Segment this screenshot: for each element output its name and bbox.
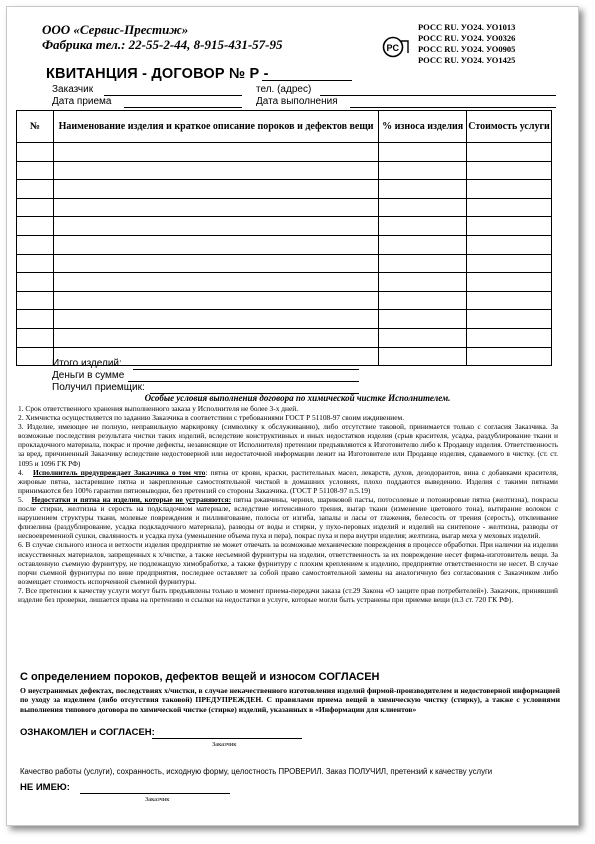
column-service-cost: Стоимость услуги xyxy=(467,111,552,143)
rules-title: Особые условия выполнения договора по химической чистке Исполнителем. xyxy=(144,393,451,403)
total-items-label: Итого изделий: xyxy=(52,358,122,369)
acknowledged-label: ОЗНАКОМЛЕН и СОГЛАСЕН: xyxy=(20,727,155,738)
customer-signature-field-2[interactable] xyxy=(80,793,230,794)
no-claims-label: НЕ ИМЕЮ: xyxy=(20,782,70,793)
rule-2: 2. Химчистка осуществляется по заданию Заказчика в соответствии с требованиями ГОСТ Р 51108-97 своим иждивением. xyxy=(18,413,405,423)
done-date-field[interactable] xyxy=(350,107,556,108)
certificate-list xyxy=(418,22,515,66)
customer-signature-caption: Заказчик xyxy=(212,741,237,748)
accept-date-label: Дата приема xyxy=(52,96,112,107)
phone-address-field[interactable] xyxy=(320,95,556,96)
agreement-warning: О неустранимых дефектах, последствиях х/чистки, в случае некачественного изготовления изделий фирмой-производителем и недостоверной информацией по уходу за изделием (либо отсутствия таковой) ПРЕДУПРЕЖДЕН. С правилами приема вещей в химическую чистку (стирку), а также с условиями выполнения типового договора по химической чистке (стирке) изделий, указанных в «Информации для клиентов» xyxy=(20,686,560,714)
column-number: № xyxy=(17,111,54,143)
table-row xyxy=(17,235,552,254)
contract-number-field[interactable] xyxy=(262,80,352,81)
customer-signature-field[interactable] xyxy=(152,738,302,739)
money-sum-field[interactable] xyxy=(128,381,359,382)
rule-1: 1. Срок ответственного хранения выполненного заказа у Исполнителя не более 3-х дней. xyxy=(18,404,299,413)
rules-list xyxy=(18,404,558,604)
rule-4: 4. Исполнитель предупреждает Заказчика о том что: пятна от крови, краски, растительных масел, лекарств, духов, дезодорантов, вина с добавками красителя, жировые пятна, застаревшие пятна и закрепленные самостоятельной чисткой в домашних условиях, плохо поддаются выведению. Изделия с такими пятнами принимаются без 100% гарантии пятновыводки, без претензий со стороны Заказчика. (ГОСТ Р 51108-97 п.5.19) xyxy=(18,467,559,495)
table-row xyxy=(17,254,552,273)
column-wear-percent: % износа изделия xyxy=(379,111,467,143)
rule-5: 5. Недостатки и пятна на изделии, которые не устраняются: пятна ржавчины, чернил, шариковой пасты, потосолевые и потожировые пятна (желтизна), покрасы после стирки, желтизна и серость на подкладочном материале, вследствие интенсивного трения, выгар ткани (изменение цветового тона), вытирание волокон с нарушением структуры ткани, молевые повреждения и пиллингование, полосы от изгиба, запалы и ласы от глажения, белесость от трения (серость), отклеивание флизелина (раздублирование, усадка подкладочного материала), разводы от воды и стирки, у пухо-перовых изделий и изделий на синтепоне - желтизна, разводы от несвоевременной сушки, свалянность и усадка пуха (уменьшение объема пуха и пера), покрас пуха и пера внутри изделия; желтизна, выгар меха у меховых изделий. xyxy=(18,494,558,541)
table-row xyxy=(17,291,552,310)
table-row xyxy=(17,198,552,217)
rule-3: 3. Изделие, имеющее не полную, неправильную маркировку (символику к обслуживанию), либо отсутствие таковой, принимается только с согласия Заказчика. За возможные последствия результата чистки таких изделий, вследствие конструктивных и иных недостатков изделия (срыв красителя, усадка, раздублирование ткани и прокладочного материала, покрас и прочие дефекты, независящие от Исполнителя) претензии предъявляются к Изготовителю либо к Продавцу изделия. Ответственность за вред, причиненный Заказчику вследствие недостоверной или недостаточной информации лежит на Изготовителе или Продавце изделия, сдаваемого в чистку. (ст. ст. 1095 и 1096 ГК РФ) xyxy=(18,422,558,468)
items-table xyxy=(16,110,552,366)
rule-7: 7. Все претензии к качеству услуги могут быть предъявлены только в момент приема-передачи заказа (ст.29 Закона «О защите прав потребителей»). Заказчик, принявший изделие без проверки, лишается права на претензию и ссылки на недостатки в услуге, которые могли быть устранены при приемке вещи (п.3 ст. 720 ГК РФ). xyxy=(18,585,558,604)
agreement-heading: С определением пороков, дефектов вещей и износом СОГЛАСЕН xyxy=(20,671,380,683)
column-item-description: Наименование изделия и краткое описание пороков и дефектов вещи xyxy=(53,111,378,143)
table-header-row xyxy=(17,111,552,143)
customer-field[interactable] xyxy=(104,95,242,96)
certification-logo-icon xyxy=(380,36,410,58)
table-row xyxy=(17,143,552,162)
company-phones: Фабрика тел.: 22-55-2-44, 8-915-431-57-95 xyxy=(42,37,283,52)
certificate-1: РОСС RU. УО24. УО1013 xyxy=(418,22,516,32)
certificate-3: РОСС RU. УО24. УО0905 xyxy=(418,44,516,54)
accept-date-field[interactable] xyxy=(124,107,242,108)
table-row xyxy=(17,273,552,292)
phone-address-label: тел. (адрес) xyxy=(256,84,312,95)
rule-4-text: : пятна от крови, краски, растительных масел, лекарств, духов, дезодорантов, вина с добавками красителя, жировые пятна, застаревшие пятна и закрепленные самостоятельной чисткой в домашних условиях, плохо поддаются выведению. Изделия с такими пятнами принимаются без 100% гарантии пятновыводки, без претензий со стороны Заказчика. (ГОСТ Р 51108-97 п.5.19) xyxy=(18,467,559,495)
company-header xyxy=(42,22,282,52)
total-items-field[interactable] xyxy=(133,369,359,370)
rule-5-text: пятна ржавчины, чернил, шариковой пасты, потосолевые и потожировые пятна (желтизна), покрасы после стирки, желтизна и серость на подкладочном материале, вследствие интенсивного трения, выгар ткани (изменение цветового тона), вытирание волокон с нарушением структуры ткани, молевые повреждения и пиллингование, полосы от изгиба, запалы и ласы от глажения, белесость от трения (серость), отклеивание флизелина (раздублирование, усадка подкладочного материала), разводы от воды и стирки, у пухо-перовых изделий и изделий на синтепоне - желтизна, разводы от несвоевременной сушки, свалянность и усадка пуха (уменьшение объема пуха и пера), покрас пуха и пера внутри изделия; желтизна, выгар меха у меховых изделий. xyxy=(18,494,558,541)
table-row xyxy=(17,180,552,199)
rule-4-lead: Исполнитель предупреждает Заказчика о том что xyxy=(33,467,206,477)
money-sum-label: Деньги в сумме xyxy=(52,370,125,381)
company-name: ООО «Сервис-Престиж» xyxy=(42,22,189,37)
certificate-4: РОСС RU. УО24. УО1425 xyxy=(418,55,516,65)
rule-6: 6. В случае сильного износа и ветхости изделия предприятие не может отвечать за возможные механические повреждения в процессе обработки. При наличии на изделии искусственных материалов, запрещенных к х/чистке, а также несъемной фурнитуры на изделии, ответственность за их повреждение несет фирма-изготовитель вещи. За оставленную съемную фурнитуру, не подлежащую химобработке, а также фурнитуру с плохим креплением к изделию, предприятие ответственности не несет. В случае порчи съемной фурнитуры по вине предприятия, последнее оставляет за собой право самостоятельной замены на аналогичную без согласования с Заказчиком либо возмещает стоимость испорченной съемной фурнитуры. xyxy=(18,540,558,586)
table-row xyxy=(17,161,552,180)
customer-label: Заказчик xyxy=(52,84,94,95)
done-date-label: Дата выполнения xyxy=(256,96,338,107)
rule-5-lead: Недостатки и пятна на изделии, которые не устраняются: xyxy=(31,494,232,504)
table-row xyxy=(17,310,552,329)
customer-signature-caption-2: Заказчик xyxy=(145,796,170,803)
table-row xyxy=(17,217,552,236)
quality-statement: Качество работы (услуги), сохранность, исходную форму, целостность ПРОВЕРИЛ. Заказ ПОЛУЧИЛ, претензий к качеству услуги xyxy=(20,767,493,776)
table-row xyxy=(17,328,552,347)
svg-text:PC: PC xyxy=(386,43,400,53)
certificate-2: РОСС RU. УО24. УО0326 xyxy=(418,33,516,43)
form-title: КВИТАНЦИЯ - ДОГОВОР № Р - xyxy=(46,66,269,82)
received-label: Получил приемщик: xyxy=(52,382,145,393)
